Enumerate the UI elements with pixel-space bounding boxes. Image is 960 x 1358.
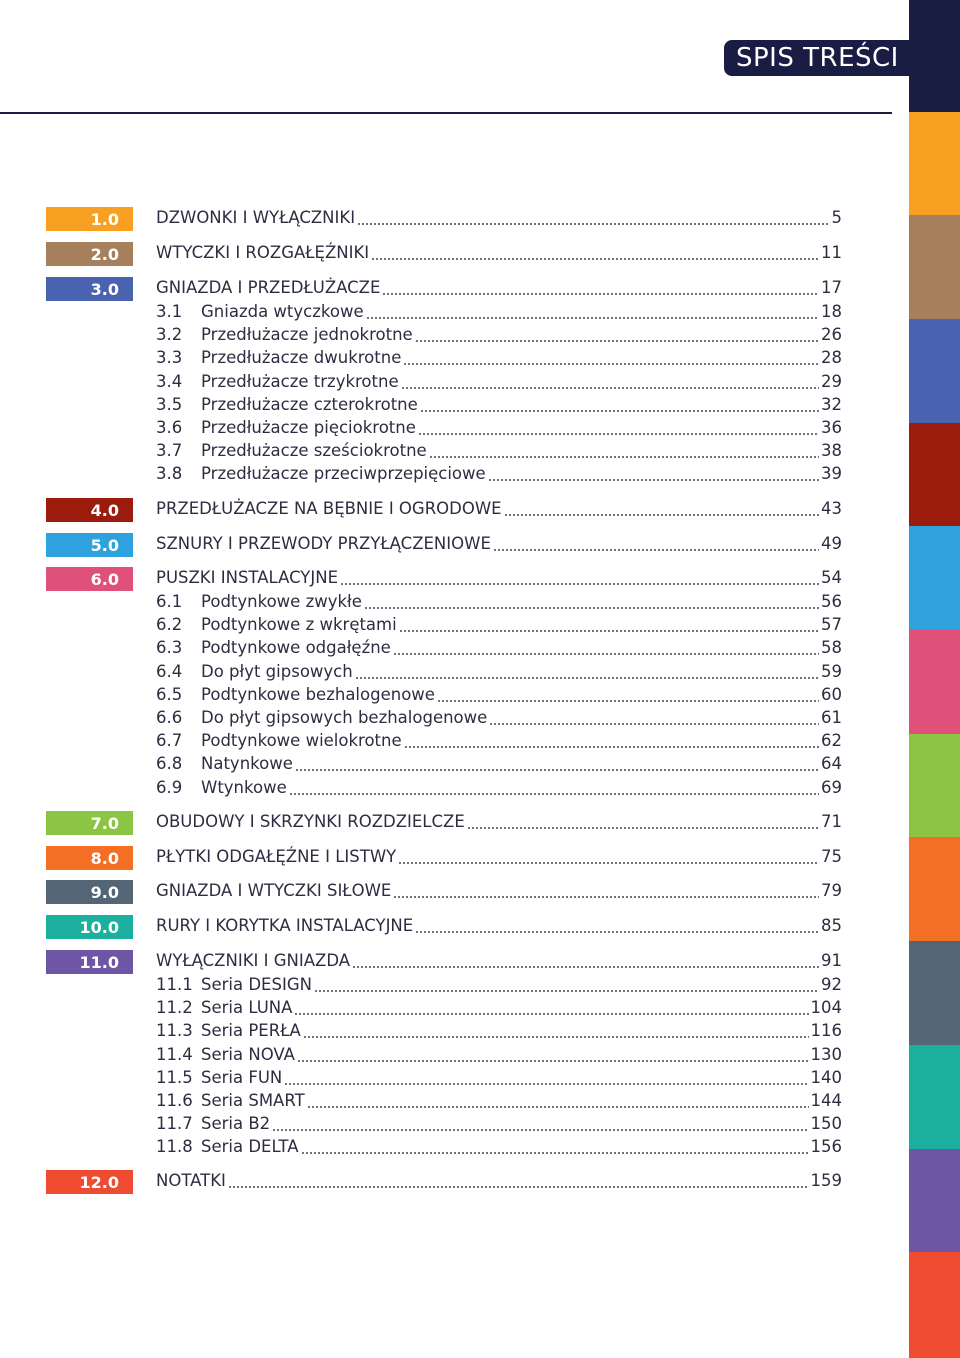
page-number: 71 [821, 812, 842, 831]
toc-subentry-title: Seria LUNA [201, 998, 293, 1018]
toc-subentry[interactable] [0, 464, 909, 487]
toc-subentry-title: Przedłużacze trzykrotne [201, 371, 399, 391]
toc-subentry-number: 6.4 [156, 661, 183, 681]
toc-subentry[interactable] [0, 685, 909, 708]
toc-entry[interactable] [0, 208, 909, 231]
toc-line [156, 348, 842, 371]
page-number: 36 [821, 418, 842, 437]
toc-subentry[interactable] [0, 638, 909, 661]
toc-subentry-number: 6.7 [156, 731, 183, 751]
toc-subentry-number: 11.3 [156, 1021, 193, 1041]
toc-line [156, 1171, 842, 1194]
toc-line [156, 325, 842, 348]
toc-subentry-number: 6.3 [156, 638, 183, 658]
color-strip-segment [909, 0, 960, 112]
toc-line [156, 534, 842, 557]
dot-leader [415, 329, 819, 343]
toc-line [156, 1068, 842, 1091]
page-number: 58 [821, 638, 842, 658]
color-strip-segment [909, 423, 960, 527]
dot-leader [467, 816, 819, 830]
page-number: 17 [821, 278, 842, 297]
dot-leader [415, 920, 819, 934]
toc-subentry[interactable] [0, 1068, 909, 1091]
page-number: 150 [810, 1114, 842, 1134]
toc-subentry-title: Podtynkowe bezhalogenowe [201, 684, 435, 704]
dot-leader [404, 735, 819, 749]
toc-subentry-title: Seria FUN [201, 1067, 283, 1087]
dot-leader [399, 619, 819, 633]
dot-leader [314, 979, 819, 993]
toc-line [156, 916, 842, 939]
dot-leader [418, 422, 819, 436]
page-number: 69 [821, 777, 842, 797]
page-number: 75 [821, 847, 842, 866]
page-number: 11 [821, 243, 842, 262]
toc-line [156, 615, 842, 638]
toc-entry[interactable] [0, 568, 909, 591]
toc-subentry-number: 11.2 [156, 998, 193, 1018]
page-number: 79 [821, 881, 842, 900]
toc-subentry-title: Seria B2 [201, 1114, 271, 1134]
page-number: 159 [810, 1171, 842, 1190]
dot-leader [284, 1072, 808, 1086]
toc-subentry-title: Gniazda wtyczkowe [201, 302, 364, 321]
toc-subentry-number: 11.5 [156, 1067, 193, 1087]
toc-subentry[interactable] [0, 975, 909, 998]
toc-entry[interactable] [0, 951, 909, 974]
toc-subentry-title: Podtynkowe odgałęźne [201, 638, 391, 658]
toc-subentry-title: Przedłużacze jednokrotne [201, 325, 413, 345]
toc-subentry[interactable] [0, 998, 909, 1021]
section-number-badge: 8.0 [46, 846, 133, 870]
page-number: 54 [821, 568, 842, 587]
toc-entry-title: GNIAZDA I WTYCZKI SIŁOWE [156, 881, 392, 900]
toc-subentry[interactable] [0, 1091, 909, 1114]
section-number-badge: 10.0 [46, 915, 133, 939]
toc-subentry-number: 11.6 [156, 1091, 193, 1110]
page-number: 26 [821, 325, 842, 345]
dot-leader [340, 572, 819, 586]
toc-line [156, 1091, 842, 1114]
toc-subentry-number: 6.1 [156, 592, 183, 611]
toc-subentry[interactable] [0, 1045, 909, 1068]
page-number: 43 [821, 499, 842, 518]
toc-line [156, 1045, 842, 1068]
toc-entry[interactable] [0, 847, 909, 870]
toc-subentry[interactable] [0, 418, 909, 441]
toc-line [156, 812, 842, 835]
dot-leader [437, 689, 819, 703]
section-number-badge: 12.0 [46, 1170, 133, 1194]
page-number: 85 [821, 916, 842, 935]
color-strip-segment [909, 734, 960, 838]
color-strip-segment [909, 1252, 960, 1358]
dot-leader [352, 955, 819, 969]
toc-subentry-title: Seria DELTA [201, 1137, 299, 1157]
page-number: 116 [810, 1021, 842, 1041]
dot-leader [489, 712, 819, 726]
toc-subentry[interactable] [0, 754, 909, 777]
toc-subentry-title: Do płyt gipsowych [201, 661, 353, 681]
toc-subentry[interactable] [0, 615, 909, 638]
toc-subentry-number: 3.1 [156, 302, 183, 321]
page-number: 62 [821, 731, 842, 751]
toc-line [156, 998, 842, 1021]
toc-subentry[interactable] [0, 441, 909, 464]
toc-subentry[interactable] [0, 348, 909, 371]
dot-leader [364, 596, 819, 610]
toc-line [156, 464, 842, 487]
toc-line [156, 662, 842, 685]
dot-leader [357, 212, 829, 226]
toc-line [156, 685, 842, 708]
toc-entry-title: GNIAZDA I PRZEDŁUŻACZE [156, 278, 381, 297]
page-number: 60 [821, 684, 842, 704]
toc-subentry-title: Podtynkowe z wkrętami [201, 615, 397, 635]
toc-line [156, 499, 842, 522]
toc-line [156, 395, 842, 418]
dot-leader [303, 1025, 809, 1039]
toc-line [156, 1114, 842, 1137]
toc-entry-title: WYŁĄCZNIKI I GNIAZDA [156, 951, 351, 970]
toc-line [156, 975, 842, 998]
toc-subentry-title: Przedłużacze sześciokrotne [201, 441, 427, 461]
page-number: 156 [810, 1137, 842, 1157]
dot-leader [393, 642, 819, 656]
toc-line [156, 1137, 842, 1160]
toc-entry-title: SZNURY I PRZEWODY PRZYŁĄCZENIOWE [156, 534, 491, 553]
page-number: 61 [821, 708, 842, 727]
toc-subentry-number: 11.7 [156, 1114, 193, 1134]
page-number: 140 [810, 1067, 842, 1087]
toc-subentry[interactable] [0, 372, 909, 395]
dot-leader [294, 1002, 808, 1016]
page-number: 64 [821, 754, 842, 774]
toc-line [156, 881, 842, 904]
dot-leader [371, 247, 819, 261]
toc-subentry-number: 3.2 [156, 325, 183, 345]
toc-subentry-number: 3.6 [156, 418, 183, 437]
toc-line [156, 278, 842, 301]
toc-line [156, 302, 842, 325]
toc-entry[interactable] [0, 916, 909, 939]
dot-leader [393, 885, 819, 899]
page-number: 104 [810, 998, 842, 1018]
toc-subentry[interactable] [0, 731, 909, 754]
page-number: 39 [821, 464, 842, 484]
toc-line [156, 754, 842, 777]
color-strip-segment [909, 630, 960, 734]
toc-line [156, 847, 842, 870]
page-number: 144 [810, 1091, 842, 1110]
toc-line [156, 708, 842, 731]
page-number: 49 [821, 534, 842, 553]
dot-leader [382, 282, 819, 296]
color-strip-segment [909, 526, 960, 630]
page-number: 18 [821, 302, 842, 321]
toc-entry-title: PUSZKI INSTALACYJNE [156, 568, 339, 587]
page-number: 29 [821, 371, 842, 391]
toc-entry[interactable] [0, 499, 909, 522]
toc-entry[interactable] [0, 881, 909, 904]
page-number: 38 [821, 441, 842, 461]
toc-subentry-title: Podtynkowe zwykłe [201, 592, 362, 611]
toc-line [156, 441, 842, 464]
section-number-badge: 6.0 [46, 567, 133, 591]
color-strip-segment [909, 837, 960, 941]
toc-subentry-number: 3.8 [156, 464, 183, 484]
toc-entry[interactable] [0, 1171, 909, 1194]
toc-subentry-title: Przedłużacze pięciokrotne [201, 418, 416, 437]
toc-subentry[interactable] [0, 395, 909, 418]
section-number-badge: 9.0 [46, 880, 133, 904]
toc-entry-title: RURY I KORYTKA INSTALACYJNE [156, 916, 414, 935]
toc-entry-title: PRZEDŁUŻACZE NA BĘBNIE I OGRODOWE [156, 499, 502, 518]
toc-subentry-number: 6.2 [156, 615, 183, 635]
toc-subentry-number: 6.9 [156, 777, 183, 797]
toc-subentry[interactable] [0, 778, 909, 801]
toc-subentry-title: Przedłużacze przeciwprzepięciowe [201, 464, 486, 484]
toc-entry[interactable] [0, 278, 909, 301]
toc-entry-title: NOTATKI [156, 1171, 226, 1190]
toc-entry[interactable] [0, 812, 909, 835]
toc-subentry-number: 11.8 [156, 1137, 193, 1157]
page-title: SPIS TREŚCI [736, 43, 899, 73]
page-number: 5 [831, 208, 842, 227]
toc-line [156, 951, 842, 974]
toc-subentry-title: Przedłużacze czterokrotne [201, 394, 418, 414]
dot-leader [488, 468, 819, 482]
page-number: 59 [821, 661, 842, 681]
toc-line [156, 568, 842, 591]
section-number-badge: 2.0 [46, 242, 133, 266]
toc-line [156, 731, 842, 754]
dot-leader [228, 1175, 809, 1189]
color-strip-segment [909, 941, 960, 1045]
page-number: 28 [821, 348, 842, 368]
color-strip-segment [909, 1045, 960, 1149]
toc-subentry-title: Wtynkowe [201, 777, 287, 797]
toc-entry-title: WTYCZKI I ROZGAŁĘŹNIKI [156, 243, 370, 262]
toc-subentry-title: Seria SMART [201, 1091, 305, 1110]
toc-subentry[interactable] [0, 708, 909, 731]
color-strip-segment [909, 112, 960, 216]
page-number: 32 [821, 394, 842, 414]
dot-leader [429, 445, 819, 459]
section-color-strip [909, 0, 960, 1358]
dot-leader [289, 782, 819, 796]
toc-subentry-title: Przedłużacze dwukrotne [201, 348, 402, 368]
dot-leader [272, 1118, 808, 1132]
toc-entry[interactable] [0, 534, 909, 557]
toc-subentry-title: Seria NOVA [201, 1044, 295, 1064]
page-number: 56 [821, 592, 842, 611]
toc-subentry-number: 11.1 [156, 975, 193, 994]
color-strip-segment [909, 319, 960, 423]
toc-subentry[interactable] [0, 325, 909, 348]
page-number: 92 [821, 975, 842, 994]
toc-subentry-title: Seria DESIGN [201, 975, 312, 994]
toc-line [156, 372, 842, 395]
toc-line [156, 208, 842, 231]
toc-subentry-title: Natynkowe [201, 754, 293, 774]
toc-line [156, 243, 842, 266]
page-number: 91 [821, 951, 842, 970]
toc-subentry-number: 3.4 [156, 371, 183, 391]
dot-leader [366, 306, 819, 320]
toc-line [156, 778, 842, 801]
dot-leader [297, 1049, 809, 1063]
section-number-badge: 4.0 [46, 498, 133, 522]
toc-line [156, 638, 842, 661]
toc-subentry-number: 11.4 [156, 1044, 193, 1064]
dot-leader [307, 1095, 809, 1109]
toc-subentry-number: 3.3 [156, 348, 183, 368]
toc-subentry-title: Seria PERŁA [201, 1021, 301, 1041]
dot-leader [401, 376, 819, 390]
dot-leader [295, 758, 819, 772]
section-number-badge: 1.0 [46, 207, 133, 231]
section-number-badge: 3.0 [46, 277, 133, 301]
toc-subentry[interactable] [0, 1021, 909, 1044]
dot-leader [420, 399, 819, 413]
toc-subentry-number: 6.8 [156, 754, 183, 774]
toc-subentry[interactable] [0, 1114, 909, 1137]
section-number-badge: 5.0 [46, 533, 133, 557]
toc-subentry[interactable] [0, 1137, 909, 1160]
page-number: 57 [821, 615, 842, 635]
color-strip-segment [909, 1149, 960, 1253]
toc-entry-title: PŁYTKI ODGAŁĘŹNE I LISTWY [156, 847, 397, 866]
toc-subentry[interactable] [0, 662, 909, 685]
toc-subentry-title: Podtynkowe wielokrotne [201, 731, 402, 751]
page-number: 130 [810, 1044, 842, 1064]
dot-leader [398, 851, 819, 865]
toc-subentry-number: 3.5 [156, 394, 183, 414]
toc-line [156, 1021, 842, 1044]
dot-leader [493, 538, 819, 552]
dot-leader [301, 1141, 809, 1155]
toc-subentry-number: 3.7 [156, 441, 183, 461]
dot-leader [355, 666, 819, 680]
toc-line [156, 592, 842, 615]
toc-entry-title: OBUDOWY I SKRZYNKI ROZDZIELCZE [156, 812, 465, 831]
color-strip-segment [909, 215, 960, 319]
toc-subentry-number: 6.5 [156, 684, 183, 704]
toc-line [156, 418, 842, 441]
dot-leader [504, 503, 819, 517]
section-number-badge: 11.0 [46, 950, 133, 974]
dot-leader [403, 352, 819, 366]
toc-entry[interactable] [0, 243, 909, 266]
toc-subentry-number: 6.6 [156, 708, 183, 727]
toc-subentry[interactable] [0, 592, 909, 615]
toc-entry-title: DZWONKI I WYŁĄCZNIKI [156, 208, 356, 227]
toc-subentry-title: Do płyt gipsowych bezhalogenowe [201, 708, 488, 727]
section-number-badge: 7.0 [46, 811, 133, 835]
toc-subentry[interactable] [0, 302, 909, 325]
